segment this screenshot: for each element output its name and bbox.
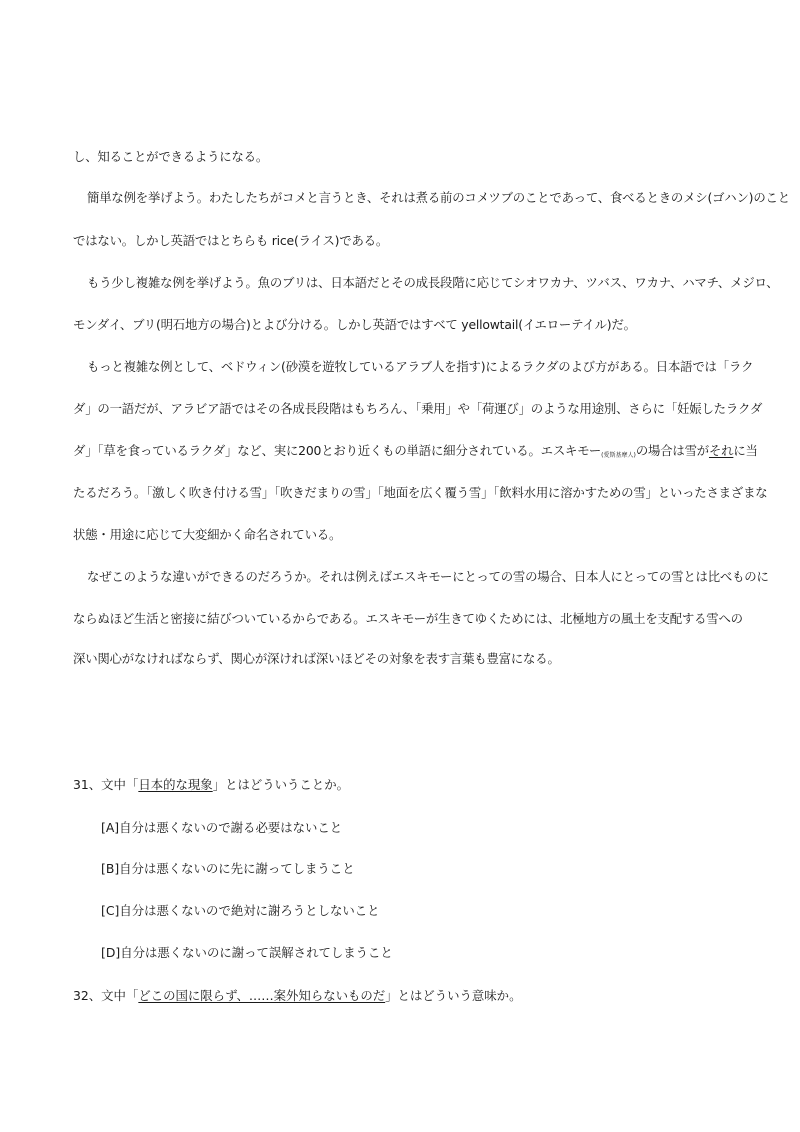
passage-line-8-part-b: の場合は雪が	[635, 443, 709, 458]
question-32	[73, 987, 521, 1005]
question-32-suffix: 」とはどういう意味か。	[385, 988, 522, 1003]
question-31-prefix: 31、文中「	[73, 777, 139, 792]
option-a: [A]自分は悪くないので謝る必要はないこと	[101, 820, 343, 835]
underlined-word: それ	[708, 443, 734, 458]
passage-line-8-part-a: ダ」「草を食っているラクダ」など、実に200とおり近くもの単語に細分されている。エスキモー	[73, 443, 602, 458]
passage-line-11: なぜこのような違いができるのだろうか。それは例えばエスキモーにとっての雪の場合、日本人にとっての雪とは比べものに	[87, 569, 769, 584]
passage-line-3: ではない。しかし英語ではとちらも rice(ライス)である。	[73, 233, 389, 248]
option-d: [D]自分は悪くないのに謝って誤解されてしまうこと	[101, 945, 393, 960]
question-32-underlined: どこの国に限らず、……案外知らないものだ	[138, 988, 386, 1003]
passage-line-12: ならぬほど生活と密接に結びついているからである。エスキモーが生きてゆくためには、北極地方の風土を支配する雪への	[73, 611, 743, 626]
passage-line-8-part-c: に当	[733, 443, 758, 458]
passage-line-7: ダ」の一語だが、アラビア語ではその各成長段階はもちろん、「乗用」や「荷運び」のような用途別、さらに「妊娠したラクダ	[73, 401, 763, 416]
passage-line-4: もう少し複雑な例を挙げよう。魚のブリは、日本語だとその成長段階に応じてシオワカナ、ツバス、ワカナ、ハマチ、メジロ、	[87, 275, 779, 290]
option-c: [C]自分は悪くないので絶対に謝ろうとしないこと	[101, 903, 380, 918]
question-31-suffix: 」とはどういうことか。	[212, 777, 349, 792]
question-32-prefix: 32、文中「	[73, 988, 139, 1003]
passage-line-10: 状態・用途に応じて大変細かく命名されている。	[73, 527, 342, 542]
passage-line-1: し、知ることができるようになる。	[73, 149, 269, 164]
passage-line-8	[73, 442, 758, 465]
passage-line-9: たるだろう。「激しく吹き付ける雪」「吹きだまりの雪」「地面を広く覆う雪」「飲料水用に溶かすための雪」といったさまざまな	[73, 485, 768, 500]
question-31-underlined: 日本的な現象	[138, 777, 213, 792]
option-b: [B]自分は悪くないのに先に謝ってしまうこと	[101, 861, 355, 876]
passage-line-2: 簡単な例を挙げよう。わたしたちがコメと言うとき、それは煮る前のコメツブのことであって、食べるときのメシ(ゴハン)のこと	[87, 190, 790, 205]
inline-note: (愛斯基摩人)	[601, 452, 636, 459]
passage-line-6: もっと複雑な例として、ベドウィン(砂漠を遊牧しているアラブ人を指す)によるラクダのよび方がある。日本語では「ラク	[87, 359, 754, 374]
passage-line-5: モンダイ、ブリ(明石地方の場合)とよび分ける。しかし英語ではすべて yellowtail(イエローテイル)だ。	[73, 317, 636, 332]
question-31	[73, 776, 349, 794]
passage-line-13: 深い関心がなければならず、関心が深ければ深いほどその対象を表す言葉も豊富になる。	[73, 651, 560, 666]
